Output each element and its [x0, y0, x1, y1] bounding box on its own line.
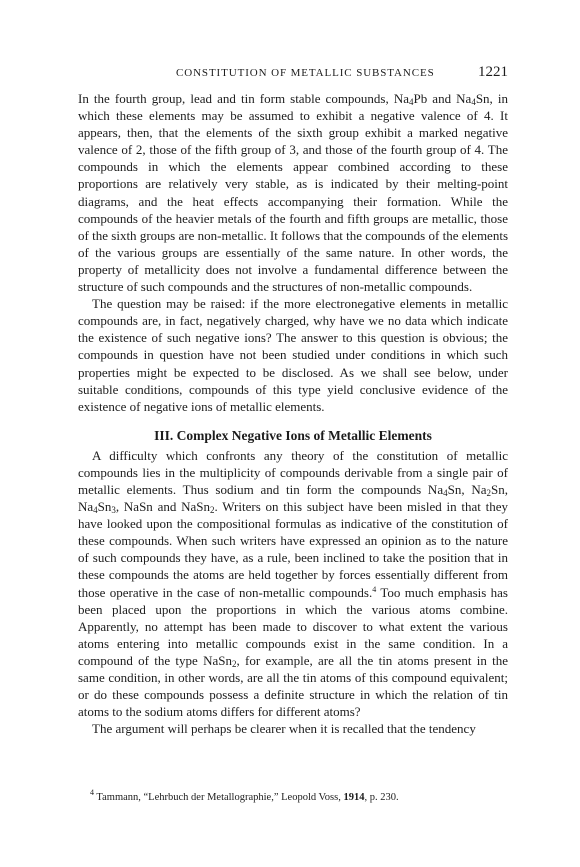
footnote-year: 1914 — [343, 792, 365, 803]
footnote-mark: 4 — [90, 788, 94, 797]
footnote-reference: 4 — [372, 584, 377, 594]
running-title: CONSTITUTION OF METALLIC SUBSTANCES — [176, 67, 435, 79]
body-text — [78, 90, 508, 737]
paragraph-2: The question may be raised: if the more electronegative elements in metallic compounds are, in fact, negatively charged, why have we no data which indicate the existence of such negative ions? The answer to this question is obvious; the compounds in question have not been studied under conditions in which such properties might be expected to be disclosed. As we shall see below, under suitable conditions, compounds of this type yield conclusive evidence of the existence of negative ions of metallic elements. — [78, 296, 508, 414]
page-number: 1221 — [478, 64, 508, 80]
paragraph-3: A difficulty which confronts any theory of the constitution of metallic compounds lies in the multiplicity of compounds derivable from a single pair of metallic elements. Thus sodium and tin form the compounds $Na_4Sn$, $Na_2Sn$, $Na_4Sn_3$, NaSn and NaSn$_2$. Writers on this subject have been misled in that they have looked upon the compositional formulas as indicative of the constitution of these compounds. When such writers have expressed an opinion as to the nature of such compounds they have, as a rule, been inclined to take the position that in these compounds the atoms are held together by forces essentially different from those operative in the case of non-metallic compounds.$^4$ Too much emphasis has been placed upon the proportions in which the various atoms combine. Apparently, no attempt has been made to discover to what extent the various atoms entering into metallic compounds exist in the same condition. In a compound of the type NaSn$_2$, for example, are all the tin atoms present in the same condition, in other words, are all the tin atoms of this compound equivalent; or do these compounds possess a definite structure in which the relation of tin atoms to the sodium atoms differs for different atoms? — [78, 447, 508, 720]
footnote: $^4$ Tammann, “Lehrbuch der Metallographie,” Leopold Voss, 1914, p. 230. — [90, 788, 399, 803]
running-header — [78, 64, 508, 82]
section-heading: III. Complex Negative Ions of Metallic Elements — [154, 427, 432, 443]
paragraph-1: In the fourth group, lead and tin form stable compounds, $Na_4Pb$ and $Na_4Sn$, in which these elements may be assumed to exhibit a negative valence of 4. It appears, then, that the elements of the sixth group exhibit a marked negative valence of 2, those of the fifth group of 3, and those of the fourth group of 4. The compounds in which the elements appear combined according to these proportions are relatively very stable, as is indicated by their melting-point diagrams, and the heat effects accompanying their formation. While the compounds of the heavier metals of the fourth and fifth groups are metallic, those of the sixth groups are non-metallic. It follows that the compounds of the elements of the various groups are essentially of the same nature. In other words, the property of metallicity does not involve a fundamental difference between the structure of such compounds and the structures of non-metallic compounds. — [78, 91, 508, 295]
paragraph-4: The argument will perhaps be clearer when it is recalled that the tendency — [92, 721, 476, 737]
